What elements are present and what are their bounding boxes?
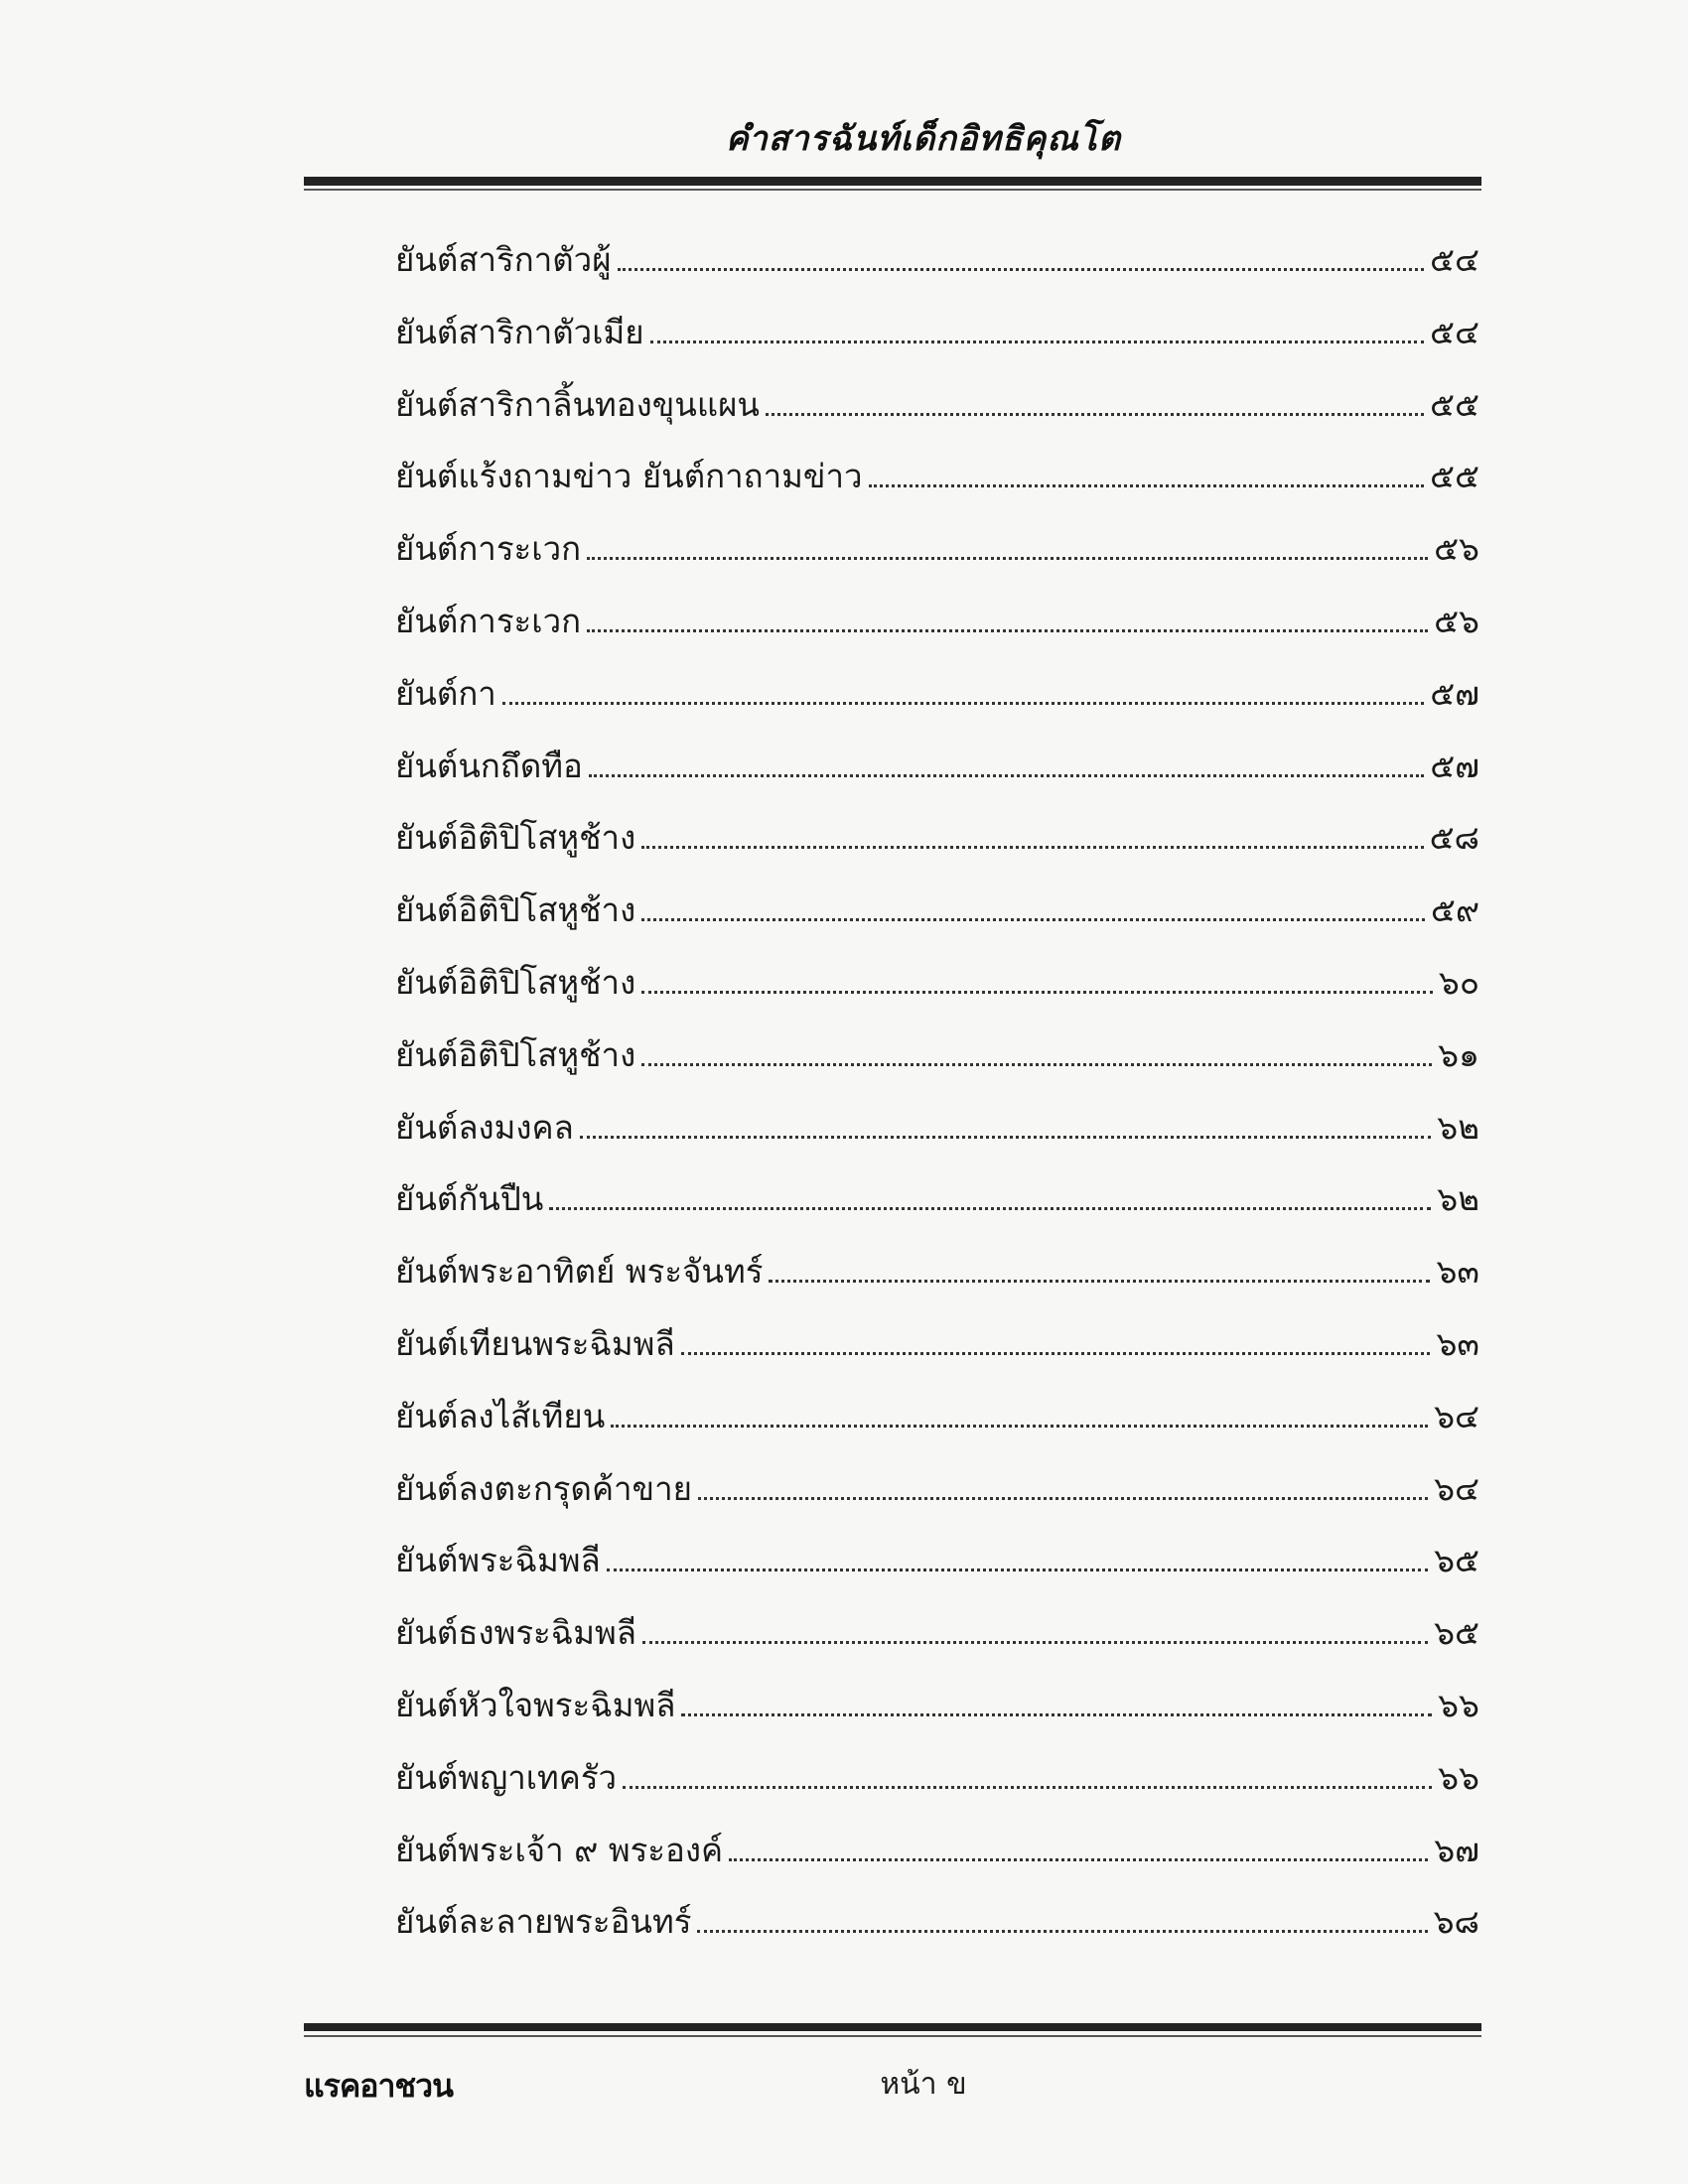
toc-entry-title: ยันต์สาริกาตัวผู้ [395, 240, 612, 279]
toc-leader-dots [611, 1397, 1428, 1428]
toc-entry [395, 1597, 1479, 1670]
toc-entry-title: ยันต์อิติปิโสหูช้าง [395, 962, 636, 1002]
toc-entry-page: ๖๓ [1436, 1252, 1479, 1292]
toc-entry-page: ๕๖ [1434, 529, 1479, 569]
toc-entry-title: ยันต์การะเวก [395, 529, 582, 569]
toc-entry-page: ๕๘ [1429, 818, 1479, 858]
toc-entry [395, 658, 1479, 731]
toc-leader-dots [650, 313, 1424, 343]
footer-book-mark: แรคอาชวน [304, 2067, 453, 2105]
toc-entry-title: ยันต์กา [395, 673, 496, 713]
toc-entry [395, 1742, 1479, 1815]
toc-entry-title: ยันต์ละลายพระอินทร์ [395, 1902, 692, 1942]
footer-page-number: หน้า ข [880, 2067, 967, 2102]
toc-entry-title: ยันต์สาริกาลิ้นทองขุนแผน [395, 384, 760, 424]
footer-rule-thin [304, 2035, 1481, 2037]
toc-leader-dots [502, 674, 1424, 705]
toc-leader-dots [698, 1469, 1428, 1500]
toc-entry [395, 1815, 1479, 1887]
toc-entry [395, 1381, 1479, 1453]
toc-entry-title: ยันต์พระอาทิตย์ พระจันทร์ [395, 1252, 764, 1292]
toc-entry [395, 369, 1479, 442]
toc-entry [395, 875, 1479, 947]
toc-leader-dots [769, 1252, 1430, 1283]
toc-entry-title: ยันต์ลงมงคล [395, 1107, 574, 1147]
toc-entry-page: ๖๘ [1433, 1902, 1479, 1942]
toc-leader-dots [641, 1035, 1432, 1066]
toc-leader-dots [642, 1613, 1428, 1644]
toc-entry-page: ๖๕ [1434, 1613, 1479, 1653]
toc-entry-title: ยันต์อิติปิโสหูช้าง [395, 818, 636, 858]
toc-entry [395, 441, 1479, 513]
toc-entry-page: ๖๗ [1434, 1830, 1479, 1869]
toc-entry-title: ยันต์สาริกาตัวเมีย [395, 312, 644, 351]
toc-entry-title: ยันต์ธงพระฉิมพลี [395, 1613, 636, 1653]
toc-entry-page: ๕๗ [1430, 746, 1479, 785]
toc-entry [395, 802, 1479, 875]
toc-entry-title: ยันต์กันปืน [395, 1179, 544, 1219]
toc-entry-page: ๖๕ [1434, 1541, 1479, 1580]
toc-leader-dots [681, 1324, 1431, 1355]
toc-entry-title: ยันต์แร้งถามข่าว ยันต์กาถามข่าว [395, 457, 863, 496]
toc-leader-dots [697, 1902, 1427, 1933]
header-rule [304, 177, 1481, 186]
toc-entry-page: ๖๐ [1438, 962, 1479, 1002]
toc-entry-title: ยันต์อิติปิโสหูช้าง [395, 1034, 636, 1074]
toc-entry [395, 1236, 1479, 1308]
toc-entry [395, 297, 1479, 369]
footer-rule [304, 2023, 1481, 2031]
toc-entry [395, 1163, 1479, 1236]
toc-entry [395, 1092, 1479, 1164]
table-of-contents [395, 224, 1479, 1959]
toc-leader-dots [641, 890, 1425, 921]
toc-entry-page: ๖๒ [1437, 1179, 1479, 1219]
toc-entry-page: ๕๗ [1430, 673, 1479, 713]
toc-entry [395, 731, 1479, 803]
toc-entry [395, 224, 1479, 297]
toc-leader-dots [623, 1758, 1432, 1789]
toc-entry-page: ๖๖ [1438, 1757, 1479, 1797]
toc-entry-page: ๖๔ [1434, 1468, 1479, 1508]
toc-entry-page: ๕๙ [1430, 890, 1479, 930]
toc-leader-dots [549, 1179, 1431, 1210]
toc-leader-dots [869, 457, 1425, 487]
toc-leader-dots [618, 240, 1425, 271]
toc-entry-page: ๖๔ [1434, 1396, 1479, 1435]
header-title: คำสารฉันท์เด็กอิทธิคุณโต [725, 119, 1122, 159]
toc-entry-title: ยันต์ลงไส้เทียน [395, 1396, 606, 1435]
toc-entry-title: ยันต์เทียนพระฉิมพลี [395, 1323, 675, 1363]
toc-entry-page: ๖๑ [1438, 1034, 1479, 1074]
toc-entry-page: ๖๓ [1436, 1323, 1479, 1363]
toc-entry-page: ๕๕ [1430, 384, 1479, 424]
toc-entry [395, 1670, 1479, 1742]
toc-leader-dots [641, 818, 1423, 849]
toc-entry-title: ยันต์ลงตะกรุดค้าขาย [395, 1468, 692, 1508]
toc-entry [395, 513, 1479, 586]
toc-leader-dots [607, 1541, 1428, 1571]
toc-leader-dots [641, 963, 1433, 994]
toc-leader-dots [766, 385, 1424, 416]
toc-entry [395, 1308, 1479, 1381]
toc-entry [395, 1020, 1479, 1092]
toc-entry-page: ๕๖ [1434, 601, 1479, 640]
toc-entry [395, 947, 1479, 1020]
toc-entry-title: ยันต์หัวใจพระฉิมพลี [395, 1685, 676, 1724]
toc-entry [395, 1886, 1479, 1959]
toc-entry-page: ๕๔ [1430, 312, 1479, 351]
toc-entry-page: ๕๕ [1430, 457, 1479, 496]
toc-entry-page: ๖๖ [1438, 1685, 1479, 1724]
toc-leader-dots [587, 529, 1428, 560]
toc-entry-title: ยันต์พญาเทครัว [395, 1757, 618, 1797]
toc-leader-dots [589, 747, 1424, 777]
toc-entry-title: ยันต์การะเวก [395, 601, 582, 640]
toc-leader-dots [587, 602, 1428, 632]
toc-entry-title: ยันต์นกถึดทือ [395, 746, 583, 785]
toc-leader-dots [729, 1831, 1428, 1861]
toc-entry-title: ยันต์พระเจ้า ๙ พระองค์ [395, 1830, 724, 1869]
toc-entry-page: ๕๔ [1430, 240, 1479, 279]
toc-entry [395, 1525, 1479, 1597]
toc-leader-dots [580, 1108, 1431, 1139]
toc-entry [395, 1453, 1479, 1526]
toc-entry [395, 586, 1479, 658]
toc-entry-title: ยันต์อิติปิโสหูช้าง [395, 890, 636, 930]
toc-entry-title: ยันต์พระฉิมพลี [395, 1541, 601, 1580]
toc-entry-page: ๖๒ [1437, 1107, 1479, 1147]
toc-leader-dots [681, 1686, 1432, 1716]
header-rule-thin [304, 189, 1481, 191]
